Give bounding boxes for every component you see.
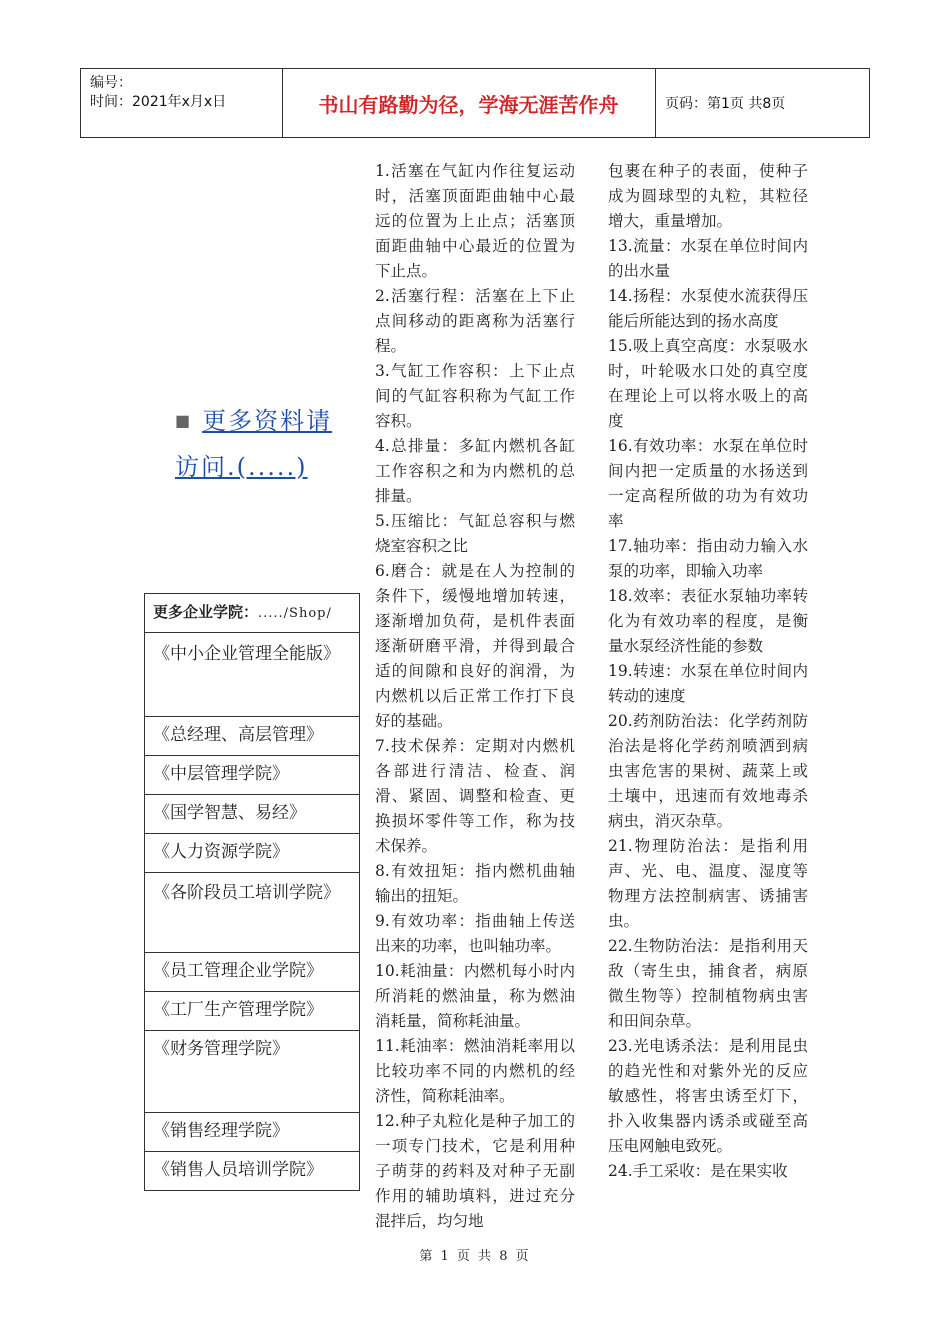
definition-paragraph: 7.技术保养：定期对内燃机各部进行清洁、检查、润滑、紧固、调整和检查、更换损坏零件等工作，称为技术保养。	[375, 737, 575, 855]
definition-paragraph: 6.磨合：就是在人为控制的条件下，缓慢地增加转速，逐渐增加负荷，是机件表面逐渐研磨平滑，并得到最合适的间隙和良好的润滑，为内燃机以后正常工作打下良好的基础。	[375, 562, 575, 730]
definition-paragraph: 12.种子丸粒化是种子加工的一项专门技术，它是利用种子萌芽的药料及对种子无副作用的辅助填料，进过充分混拌后，均匀地	[375, 1112, 575, 1230]
academy-row[interactable]: 《人力资源学院》	[145, 834, 359, 873]
text-column-1	[375, 159, 575, 1234]
more-resources	[175, 398, 355, 490]
definition-paragraph: 22.生物防治法：是指利用天敌（寄生虫，捕食者，病原微生物等）控制植物病虫害和田间杂草。	[608, 937, 808, 1030]
definition-paragraph: 1.活塞在气缸内作往复运动时，活塞顶面距曲轴中心最远的位置为上止点；活塞顶面距曲轴中心最近的位置为下止点。	[375, 162, 575, 280]
academy-row[interactable]: 《工厂生产管理学院》	[145, 992, 359, 1031]
header-border-right	[869, 69, 870, 137]
academy-row[interactable]: 《销售人员培训学院》	[145, 1152, 359, 1191]
academy-row[interactable]: 《总经理、高层管理》	[145, 717, 359, 756]
definition-paragraph: 24.手工采收：是在果实收	[608, 1162, 788, 1180]
time-label: 时间：2021年x月x日	[90, 94, 227, 110]
academy-table-header	[145, 594, 359, 633]
definition-paragraph: 16.有效功率：水泵在单位时间内把一定质量的水扬送到一定高程所做的功为有效功率	[608, 437, 808, 530]
page-footer: 第 1 页 共 8 页	[419, 1249, 531, 1264]
academy-row[interactable]: 《各阶段员工培训学院》	[145, 873, 359, 953]
definition-paragraph: 19.转速：水泵在单位时间内转动的速度	[608, 662, 808, 705]
academy-header-site[interactable]: ...../Shop/	[258, 606, 332, 621]
header-divider-2	[655, 69, 656, 137]
number-label: 编号：	[90, 75, 132, 91]
header-meta	[90, 74, 226, 112]
definition-paragraph: 23.光电诱杀法：是利用昆虫的趋光性和对紫外光的反应敏感性，将害虫诱至灯下，扑入收集器内诱杀或碰至高压电网触电致死。	[608, 1037, 808, 1155]
academy-row[interactable]: 《国学智慧、易经》	[145, 795, 359, 834]
definition-paragraph: 8.有效扭矩：指内燃机曲轴输出的扭矩。	[375, 862, 575, 905]
definition-paragraph: 13.流量：水泵在单位时间内的出水量	[608, 237, 808, 280]
academy-row[interactable]: 《中小企业管理全能版》	[145, 633, 359, 717]
text-column-2	[608, 159, 808, 1184]
more-resources-link[interactable]: 更多资料请访问.(.....)	[175, 407, 333, 481]
definition-paragraph: 包裹在种子的表面，使种子成为圆球型的丸粒，其粒径增大，重量增加。	[608, 162, 808, 230]
definition-paragraph: 15.吸上真空高度：水泵吸水时，叶轮吸水口处的真空度在理论上可以将水吸上的高度	[608, 337, 808, 430]
header-page-info: 页码：第1页 共8页	[665, 96, 786, 112]
definition-paragraph: 18.效率：表征水泵轴功率转化为有效功率的程度，是衡量水泵经济性能的参数	[608, 587, 808, 655]
page-header	[80, 68, 870, 138]
academy-table	[144, 593, 360, 1191]
definition-paragraph: 2.活塞行程：活塞在上下止点间移动的距离称为活塞行程。	[375, 287, 575, 355]
definition-paragraph: 9.有效功率：指曲轴上传送出来的功率，也叫轴功率。	[375, 912, 575, 955]
academy-row[interactable]: 《销售经理学院》	[145, 1113, 359, 1152]
definition-paragraph: 5.压缩比：气缸总容积与燃烧室容积之比	[375, 512, 575, 555]
definition-paragraph: 21.物理防治法：是指利用声、光、电、温度、湿度等物理方法控制病害、诱捕害虫。	[608, 837, 808, 930]
definition-paragraph: 17.轴功率：指由动力输入水泵的功率，即输入功率	[608, 537, 808, 580]
definition-paragraph: 14.扬程：水泵使水流获得压能后所能达到的扬水高度	[608, 287, 808, 330]
definition-paragraph: 20.药剂防治法：化学药剂防治法是将化学药剂喷洒到病虫害危害的果树、蔬菜上或土壤中，迅速而有效地毒杀病虫，消灭杂草。	[608, 712, 808, 830]
academy-row[interactable]: 《员工管理企业学院》	[145, 953, 359, 992]
definition-paragraph: 4.总排量：多缸内燃机各缸工作容积之和为内燃机的总排量。	[375, 437, 575, 505]
academy-row[interactable]: 《财务管理学院》	[145, 1031, 359, 1113]
header-border-left	[80, 69, 81, 137]
definition-paragraph: 10.耗油量：内燃机每小时内所消耗的燃油量，称为燃油消耗量，简称耗油量。	[375, 962, 575, 1030]
square-bullet-icon: ■	[175, 411, 191, 430]
definition-paragraph: 11.耗油率：燃油消耗率用以比较功率不同的内燃机的经济性，简称耗油率。	[375, 1037, 575, 1105]
academy-row[interactable]: 《中层管理学院》	[145, 756, 359, 795]
definition-paragraph: 3.气缸工作容积：上下止点间的气缸容积称为气缸工作容积。	[375, 362, 575, 430]
header-motto: 书山有路勤为径，学海无涯苦作舟	[318, 93, 619, 117]
academy-header-label: 更多企业学院：	[153, 603, 259, 621]
